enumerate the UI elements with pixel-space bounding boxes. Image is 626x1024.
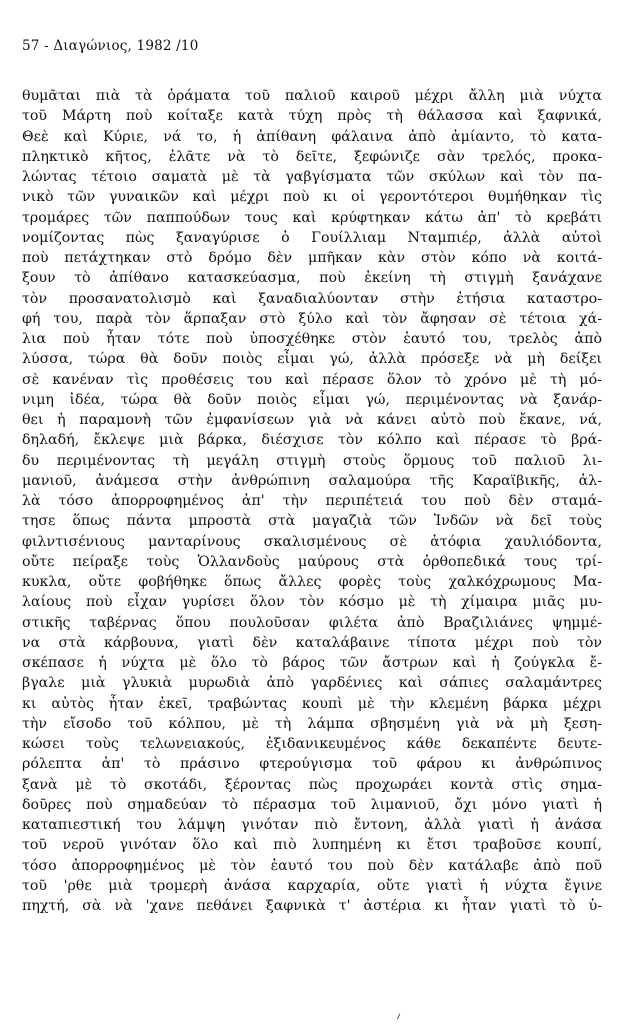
text-line: τόσο ἀπορροφημένος μὲ τὸν ἑαυτό του ποὺ δὲν κατάλαβε ἀπὸ ποῦ [22, 857, 602, 874]
text-line: Θεὲ καὶ Κύριε, νά το, ἡ ἀπίθανη φάλαινα ἀπὸ ἀμίαντο, τὸ κατα- [22, 128, 602, 145]
text-line: δυ περιμένοντας τὴ μεγάλη στιγμὴ στοὺς ὅρμους τοῦ παλιοῦ λι- [22, 452, 602, 469]
text-line: τοῦ Μάρτη ποὺ κοίταξε κατὰ τύχη πρὸς τὴ θάλασσα καὶ ξαφνικά, [22, 108, 602, 125]
text-line: τὴν εἴσοδο τοῦ κόλπου, μὲ τὴ λάμπα σβησμένη γιὰ νὰ μὴ ξεση- [22, 715, 602, 732]
text-line: δοῦρες ποὺ σημαδεύαν τὸ πέρασμα τοῦ λιμανιοῦ, ὄχι μόνο γιατὶ ἡ [22, 796, 602, 813]
text-line: ξανὰ μὲ τὸ σκοτάδι, ξέροντας πὼς προχωράει κοντὰ στὶς σημα- [22, 776, 602, 793]
text-line: βγαλε μιὰ γλυκιὰ μυρωδιὰ ἀπὸ γαρδένιες καὶ σάπιες σαλαμάντρες [22, 675, 602, 692]
text-line: νομίζοντας πὼς ξαναγύρισε ὁ Γουίλλιαμ Νταμπιέρ, ἀλλὰ αὐτοὶ [22, 229, 602, 246]
text-line: φή του, παρὰ τὸν ἅρπαξαν στὸ ξύλο καὶ τὸν ἄφησαν σὲ τέτοια χά- [22, 310, 602, 327]
text-line: λώντας τέτοιο σαματὰ μὲ τὰ γαβγίσματα τῶν σκύλων καὶ τὸν πα- [22, 169, 602, 185]
text-line: κυκλα, οὔτε φοβήθηκε ὅπως ἄλλες φορὲς τοὺς χαλκόχρωμους Μα- [22, 574, 602, 590]
page-mark [397, 1013, 403, 1020]
text-line: μανιοῦ, ἀνάμεσα στὴν ἀνθρώπινη σαλαμούρα τῆς Καραϊβικῆς, ἀλ- [22, 472, 602, 489]
text-line: λύσσα, τώρα θὰ δοῦν ποιὸς εἶμαι γώ, ἀλλὰ πρόσεξε νὰ μὴ δείξει [22, 351, 602, 368]
text-line: στικῆς ταβέρνας ὅπου πουλοῦσαν φιλέτα ἀπὸ Βραζιλιάνες ψημμέ- [22, 614, 602, 631]
text-line: ξουν τὸ ἀπίθανο κατασκεύασμα, ποὺ ἐκείνη τὴ στιγμὴ ξανάχανε [22, 270, 602, 287]
text-line: ποὺ πετάχτηκαν στὸ δρόμο δὲν μπῆκαν κὰν στὸν κόπο νὰ κοιτά- [22, 250, 602, 266]
text-line: θυμᾶται πιὰ τὰ ὁράματα τοῦ παλιοῦ καιροῦ μέχρι ἄλλη μιὰ νύχτα [22, 88, 602, 104]
running-head: 57 - Διαγώνιος, 1982 /10 [22, 38, 199, 54]
text-line: τοῦ νεροῦ γινόταν ὅλο καὶ πιὸ λυπημένη κι ἔτσι τραβοῦσε κουπί, [22, 837, 602, 854]
text-line: κι αὐτὸς ἦταν ἐκεῖ, τραβώντας κουπὶ μὲ τὴν κλεμένη βάρκα μέχρι [22, 695, 602, 712]
text-line: λὰ τόσο ἀπορροφημένος ἀπ' τὴν περιπέτειά του ποὺ δὲν σταμά- [22, 493, 602, 509]
text-line: νιμη ἰδέα, τώρα θὰ δοῦν ποιὸς εἶμαι γώ, περιμένοντας νὰ ξανάρ- [22, 391, 602, 408]
text-line: δηλαδή, ἔκλεψε μιὰ βάρκα, διέσχισε τὸν κόλπο καὶ πέρασε τὸ βρά- [22, 432, 602, 449]
text-line: λια ποὺ ἦταν τότε ποὺ ὑποσχέθηκε στὸν ἑαυτό του, τρελὸς ἀπὸ [22, 331, 602, 347]
text-line: πληκτικὸ κῆτος, ἐλᾶτε νὰ τὸ δεῖτε, ξεφώνιζε σὰν τρελός, προκα- [22, 148, 602, 165]
text-line: καταπιεστική του λάμψη γινόταν πιὸ ἔντονη, ἀλλὰ γιατὶ ἡ ἀνάσα [22, 817, 602, 833]
text-line: πηχτή, σὰ νὰ 'χανε πεθάνει ξαφνικὰ τ' ἀστέρια κι ἦταν γιατὶ τὸ ὑ- [22, 898, 602, 914]
text-line: οὔτε πείραξε τοὺς Ὁλλανδοὺς μαύρους στὰ ὀρθοπεδικά τους τρί- [22, 553, 602, 570]
text-line: φιλντισένιους μανταρίνους σκαλισμένους σὲ ἀτόφια χαυλιόδοντα, [22, 533, 602, 550]
text-line: σὲ κανέναν τὶς προθέσεις του καὶ πέρασε ὅλον τὸ χρόνο μὲ τὴ μό- [22, 371, 602, 388]
text-line: τοῦ 'ρθε μιὰ τρομερὴ ἀνάσα καρχαρία, οὔτε γιατὶ ἡ νύχτα ἔγινε [22, 877, 602, 894]
text-line: κώσει τοὺς τελωνειακούς, ἐξιδανικευμένος κάθε δεκαπέντε δευτε- [22, 736, 602, 752]
text-line: τησε ὅπως πάντα μπροστὰ στὰ μαγαζιὰ τῶν Ἰνδῶν νὰ δεῖ τοὺς [22, 513, 602, 530]
text-line: θει ἡ παραμονὴ τῶν ἐμφανίσεων γιὰ νὰ κάνει αὐτὸ ποὺ ἔκανε, νά, [22, 412, 602, 428]
text-line: να στὰ κάρβουνα, γιατὶ δὲν καταλάβαινε τίποτα μέχρι ποὺ τὸν [22, 634, 602, 651]
text-line: σκέπασε ἡ νύχτα μὲ ὅλο τὸ βάρος τῶν ἄστρων καὶ ἡ ζούγκλα ἔ- [22, 655, 602, 671]
body-text [22, 86, 602, 916]
text-line: λαίους ποὺ εἶχαν γυρίσει ὅλον τὸν κόσμο μὲ τὴ χίμαιρα μιᾶς μυ- [22, 594, 602, 611]
text-line: τρομάρες τῶν παππούδων τους καὶ κρύφτηκαν κάτω ἀπ' τὸ κρεβάτι [22, 209, 602, 226]
text-line: νικὸ τῶν γυναικῶν καὶ μέχρι ποὺ κι οἱ γεροντότεροι θυμήθηκαν τὶς [22, 189, 602, 206]
text-line: τὸν προσανατολισμὸ καὶ ξαναδιαλύονταν στὴν ἐτήσια καταστρο- [22, 290, 602, 307]
text-line: ρόλεπτα ἀπ' τὸ πράσινο φτερούγισμα τοῦ φάρου κι ἀνθρώπινος [22, 756, 602, 773]
